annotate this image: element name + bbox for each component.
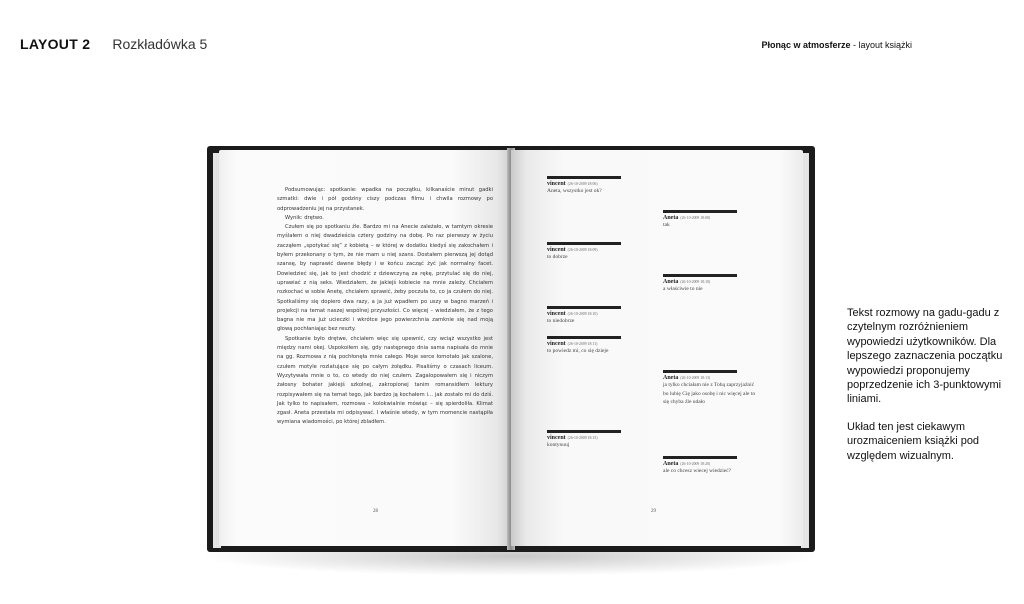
- message-bar: [547, 306, 621, 309]
- message-bar: [547, 242, 621, 245]
- message-text: Aneta, wszystko jest ok?: [547, 188, 602, 194]
- message-time: (26-10-2009 18:10): [567, 312, 598, 316]
- chat-message: [547, 306, 657, 326]
- message-bar: [663, 456, 737, 459]
- message-author: vincent: [547, 181, 566, 187]
- spread-label: Rozkładówka 5: [112, 36, 208, 52]
- right-page: [511, 150, 803, 546]
- paragraph: Podsumowując: spotkanie: wpadka na początku, kilkanaście minut gadki szmatki: dwie i pół godziny ciszy podczas filmu i chwila rozmowy po odprowadzeniu jej na przystanek.: [277, 187, 493, 212]
- message-bar: [663, 370, 737, 373]
- chat-message: [663, 210, 773, 230]
- chat-message: [547, 430, 657, 450]
- paragraph: Czułem się po spotkaniu źle. Bardzo mi na Anecie zależało, w tamtym okresie myślałem o niej dwadzieścia cztery godziny na dobę. Po raz pierwszy w życiu zacząłem „spotykać się” z kobietą – w której w dodatku kiedyś się zakochałem i byłem przekonany o tym, że nie mam u niej szans. Dostałem pierwszą jej dotąd szansę, by naprawić dawne błędy i w końcu zacząć żyć jak normalny facet. Dowiedzieć się, jak to jest chodzić z dziewczyną za rękę, przytulać się do niej, uprawiać z nią seks. Wiedziałem, że jakiejś kobiecie na mnie zależy. Chciałem rozkochać w sobie Anetę, chciałem sprawić, żeby poczuła to, co ja czułem do niej. Spotkaliśmy się dopiero dwa razy, a ja już wpadłem po uszy w bagno marzeń i projekcji na temat naszej wspólnej przyszłości. Co więcej – wiedziałem, że z tego bagna nie ma już ucieczki i wkrótce jego powierzchnia zamknie się nad moją głową pochłaniając bez reszty.: [277, 224, 493, 333]
- message-author: vincent: [547, 435, 566, 441]
- message-text: kontynuuj: [547, 442, 570, 448]
- message-text: ja tylko chciałam nie z Tobą zaprzyjaźnić bo lubię Cię jako osobę i nic więcej ale to się chyba źle udało: [663, 382, 756, 405]
- message-author: Aneta: [663, 461, 679, 467]
- side-note: [847, 306, 1015, 476]
- message-time: (26-10-2009 18:13): [680, 376, 711, 380]
- message-time: (26-10-2009 18:11): [567, 342, 598, 346]
- message-text: ale co chcesz wiecej wiedzieć?: [663, 468, 732, 474]
- message-author: Aneta: [663, 279, 679, 285]
- message-bar: [663, 210, 737, 213]
- message-text: to powiedz mi, co się dzieje: [547, 348, 609, 354]
- paragraph: Spotkanie było drętwe, chciałem więc się upewnić, czy wciąż wszystko jest między nami okej. Uspokoiłem się, gdy następnego dnia sama napisała do mnie na gg. Rozmowa z nią pochłonęła mnie całego. Moje serce łomotało jak szalone, czułem motyle rozlatujące się po całym żołądku. Pisaliśmy o czasach liceum. Wyzytywała mnie o to, co wtedy do niej czułem. Zagalopowałem się i niczym żałosny bohater jakiejś szkolnej, zakropionej tanim romansidłem lektury rozpisywałem się na temat tego, jak bardzo ją kochałem i… jak zostało mi do dziś. Jak tylko to napisałem, rozmowa – kolokwialnie mówiąc – się spierdoliła. Klimat zgasł. Aneta przestała mi odpisywać. I właśnie wtedy, w tym momencie nastąpiła wymiana wiadomości, po której zbladłem.: [277, 335, 493, 426]
- chat-message: [663, 274, 773, 294]
- book-title: Płonąc w atmosferze: [761, 40, 851, 50]
- message-time: (26-10-2009 18:15): [567, 436, 598, 440]
- message-bar: [547, 176, 621, 179]
- message-author: vincent: [547, 311, 566, 317]
- chat-message: [547, 242, 657, 262]
- message-author: Aneta: [663, 215, 679, 221]
- message-bar: [663, 274, 737, 277]
- book-subtitle: - layout książki: [850, 40, 912, 50]
- page-number-right: 29: [651, 509, 656, 514]
- message-text: a właściwie to nie: [663, 286, 703, 292]
- message-author: vincent: [547, 247, 566, 253]
- book-mockup: [207, 146, 815, 554]
- header-left: [20, 36, 207, 52]
- chat-message: [663, 370, 759, 407]
- message-author: vincent: [547, 341, 566, 347]
- message-bar: [547, 430, 621, 433]
- chat-message: [663, 456, 773, 476]
- message-text: to dobrze: [547, 254, 568, 260]
- chat-message: [547, 336, 657, 356]
- message-time: (26-10-2009 18:09): [567, 248, 598, 252]
- message-time: (26-10-2009 18:06): [567, 182, 598, 186]
- message-time: (26-10-2009 18:10): [680, 280, 711, 284]
- message-author: Aneta: [663, 375, 679, 381]
- message-text: tak: [663, 222, 670, 228]
- message-time: (26-10-2009 18:20): [680, 462, 711, 466]
- left-page: [219, 150, 511, 546]
- paragraph: Wynik: drętwo.: [285, 214, 324, 221]
- left-page-text: [277, 186, 493, 428]
- book-title-header: [761, 40, 912, 50]
- side-note-paragraph: Układ ten jest ciekawym urozmaiceniem książki pod względem wizualnym.: [847, 420, 980, 462]
- side-note-paragraph: Tekst rozmowy na gadu-gadu z czytelnym rozróżnieniem wypowiedzi użytkowników. Dla lepszego zaznaczenia początku wypowiedzi proponujemy poprzedzenie ich 3-punktowymi liniami.: [847, 307, 1003, 406]
- layout-label: LAYOUT 2: [20, 36, 91, 52]
- message-time: (26-10-2009 18:08): [680, 216, 711, 220]
- page-number-left: 28: [373, 509, 378, 514]
- message-bar: [547, 336, 621, 339]
- message-text: to niedobrze: [547, 318, 575, 324]
- chat-message: [547, 176, 657, 196]
